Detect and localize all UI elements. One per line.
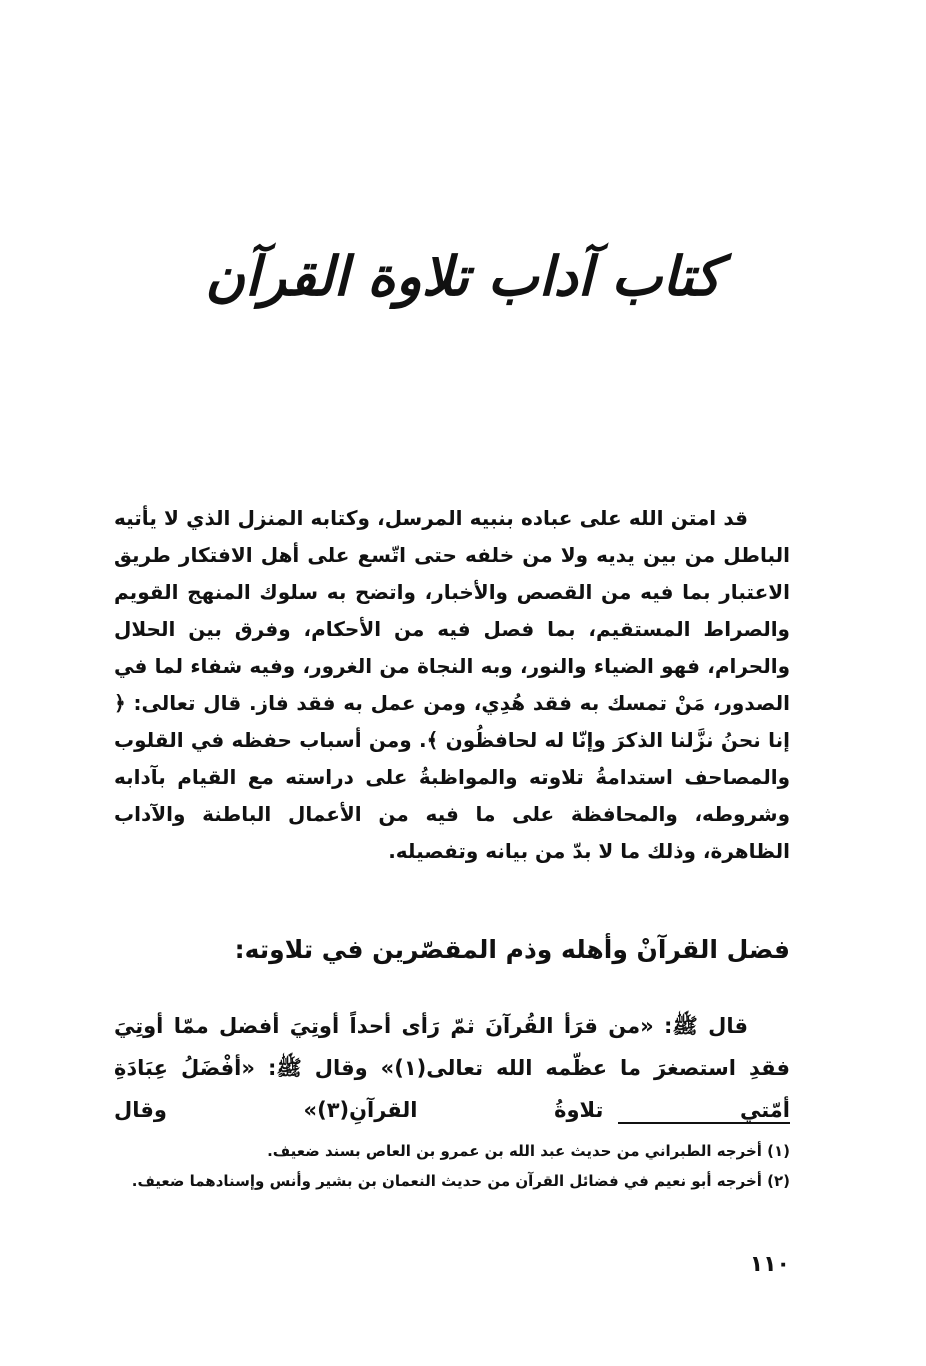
page-number: ١١٠	[749, 1252, 790, 1277]
footnote-divider	[618, 1122, 790, 1124]
intro-section	[114, 500, 790, 870]
section-body	[114, 1005, 790, 1131]
section-paragraph: قال ﷺ: «من قرَأ القُرآنَ ثمّ رَأى أحداً أوتِيَ أفضل ممّا أوتِيَ فقدِ استصغرَ ما عظّمه الله تعالى(١)» وقال ﷺ: «أفْضَلُ عِبَادَةِ أمّتي تلاوةُ القرآنِ(٣)» وقال	[114, 1014, 791, 1122]
intro-paragraph: قد امتن الله على عباده بنبيه المرسل، وكتابه المنزل الذي لا يأتيه الباطل من بين يديه ولا من خلفه حتى اتّسع على أهل الافتكار طريق الاعتبار بما فيه من القصص والأخبار، واتضح به سلوك المنهج القويم والصراط المستقيم، بما فصل فيه من الأحكام، وفرق بين الحلال والحرام، فهو الضياء والنور، وبه النجاة من الغرور، وفيه شفاء لما في الصدور، مَنْ تمسك به فقد هُدِي، ومن عمل به فقد فاز. قال تعالى: ﴿ إنا نحنُ نزَّلنا الذكرَ وإنّا له لحافظُون ﴾. ومن أسباب حفظه في القلوب والمصاحف استدامةُ تلاوته والمواظبةُ على دراسته مع القيام بآدابه وشروطه، والمحافظة على ما فيه من الأعمال الباطنة والآداب الظاهرة، وذلك ما لا بدّ من بيانه وتفصيله.	[114, 506, 790, 863]
book-title: كتاب آداب تلاوة القرآن	[205, 244, 721, 308]
footnote-2: (٢) أخرجه أبو نعيم في فضائل القرآن من حديث النعمان بن بشير وأنس وإسنادهما ضعيف.	[131, 1172, 790, 1190]
footnote-1: (١) أخرجه الطبراني من حديث عبد الله بن عمرو بن العاص بسند ضعيف.	[267, 1142, 790, 1160]
section-heading: فضل القرآنْ وأهله وذم المقصّرين في تلاوته:	[234, 935, 790, 964]
footnotes	[114, 1136, 790, 1196]
